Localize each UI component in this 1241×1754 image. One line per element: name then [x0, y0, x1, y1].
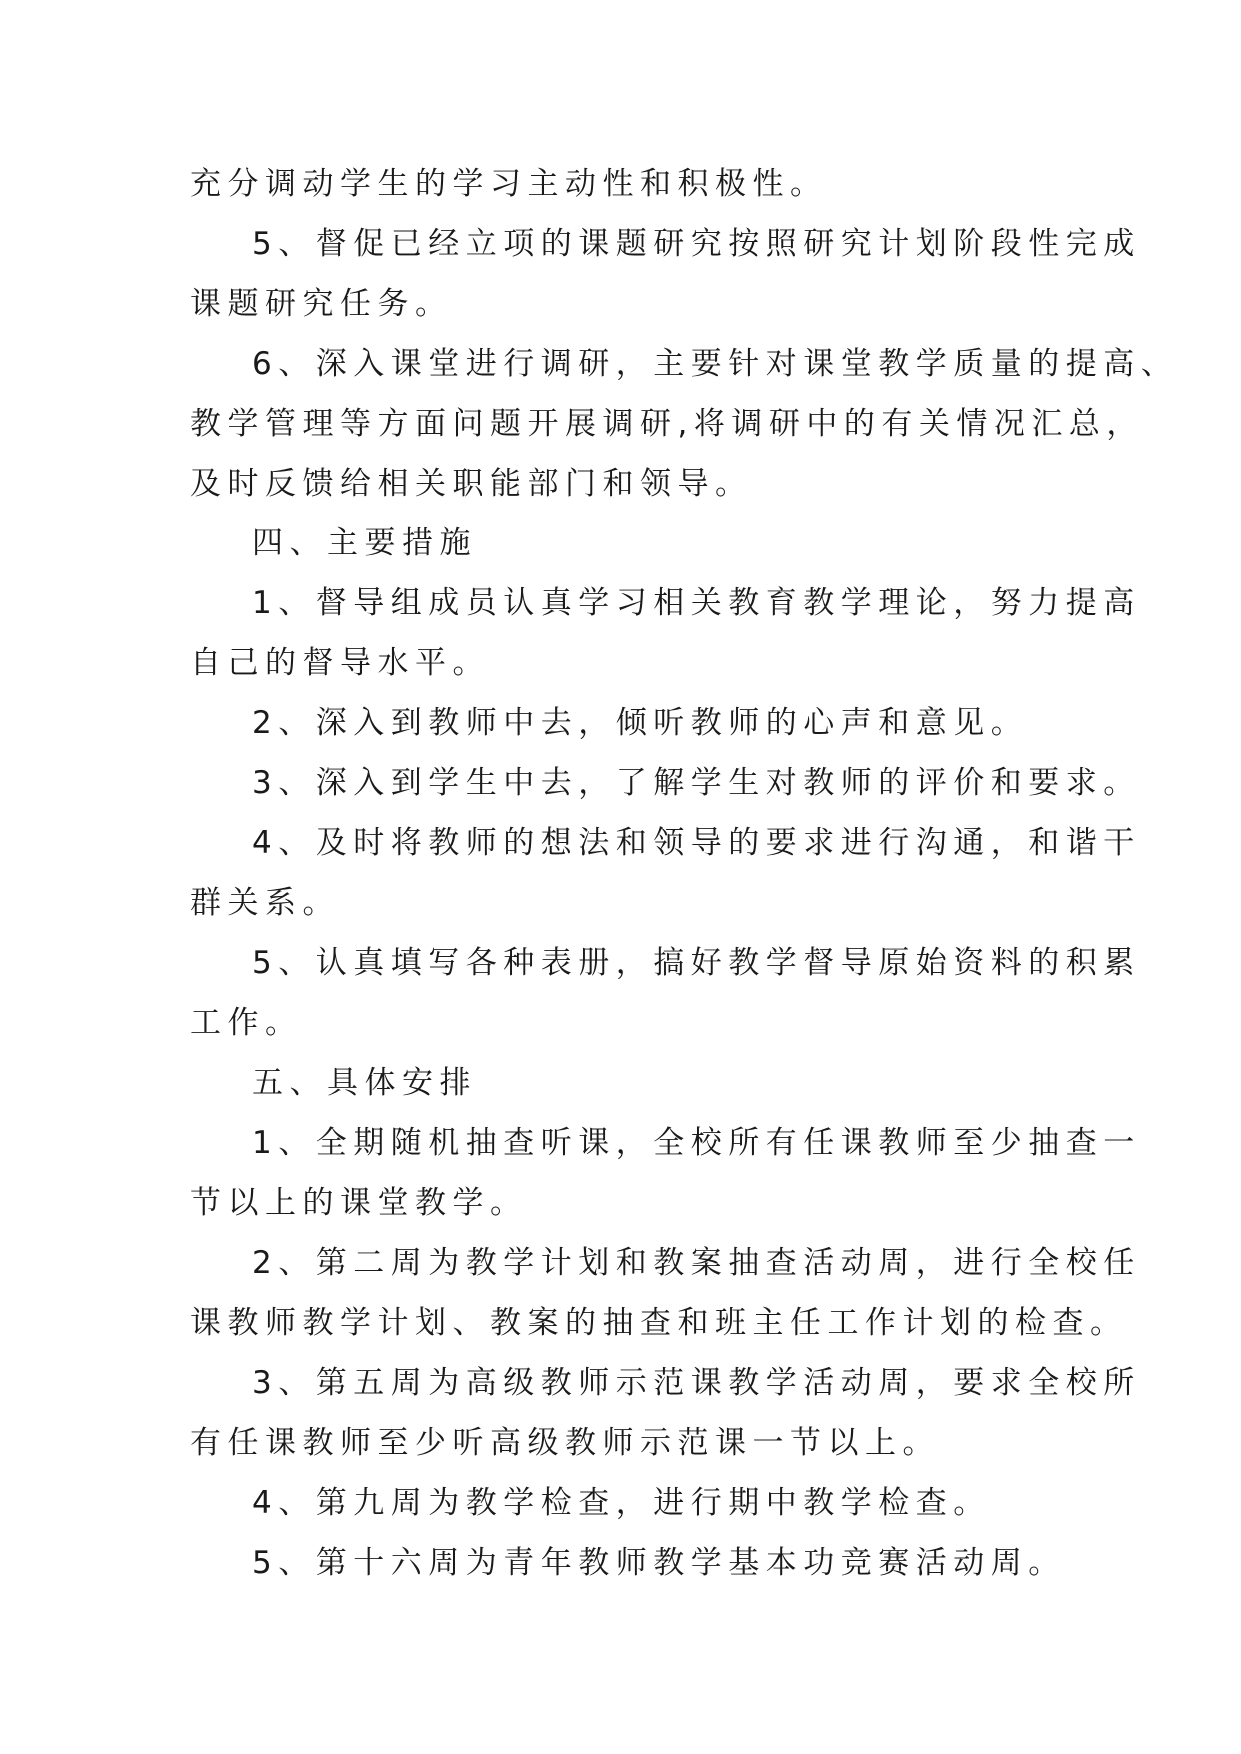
text-line: 5、第十六周为青年教师教学基本功竞赛活动周。 — [252, 1545, 1066, 1581]
text-line: 3、第五周为高级教师示范课教学活动周，要求全校所 — [252, 1365, 1141, 1401]
text-line: 及时反馈给相关职能部门和领导。 — [190, 466, 753, 502]
text-line: 课题研究任务。 — [190, 286, 453, 322]
text-line: 节以上的课堂教学。 — [190, 1185, 528, 1221]
text-line: 5、认真填写各种表册，搞好教学督导原始资料的积累 — [252, 945, 1141, 981]
section-heading: 五、具体安排 — [252, 1065, 477, 1101]
text-line: 2、深入到教师中去，倾听教师的心声和意见。 — [252, 705, 1029, 741]
text-line: 有任课教师至少听高级教师示范课一节以上。 — [190, 1425, 940, 1461]
text-line: 工作。 — [190, 1005, 303, 1041]
section-heading: 四、主要措施 — [252, 525, 477, 561]
text-line: 6、深入课堂进行调研，主要针对课堂教学质量的提高、 — [252, 346, 1179, 382]
text-line: 群关系。 — [190, 885, 340, 921]
text-line: 1、督导组成员认真学习相关教育教学理论，努力提高 — [252, 585, 1141, 621]
text-line: 自己的督导水平。 — [190, 645, 490, 681]
text-line: 5、督促已经立项的课题研究按照研究计划阶段性完成 — [252, 226, 1141, 262]
text-line: 2、第二周为教学计划和教案抽查活动周，进行全校任 — [252, 1245, 1141, 1281]
text-line: 3、深入到学生中去，了解学生对教师的评价和要求。 — [252, 765, 1141, 801]
text-line: 教学管理等方面问题开展调研,将调研中的有关情况汇总， — [190, 406, 1144, 442]
text-line: 充分调动学生的学习主动性和积极性。 — [190, 166, 828, 202]
text-line: 4、第九周为教学检查，进行期中教学检查。 — [252, 1485, 991, 1521]
text-line: 4、及时将教师的想法和领导的要求进行沟通，和谐干 — [252, 825, 1141, 861]
text-line: 课教师教学计划、教案的抽查和班主任工作计划的检查。 — [190, 1305, 1128, 1341]
text-line: 1、全期随机抽查听课，全校所有任课教师至少抽查一 — [252, 1125, 1141, 1161]
